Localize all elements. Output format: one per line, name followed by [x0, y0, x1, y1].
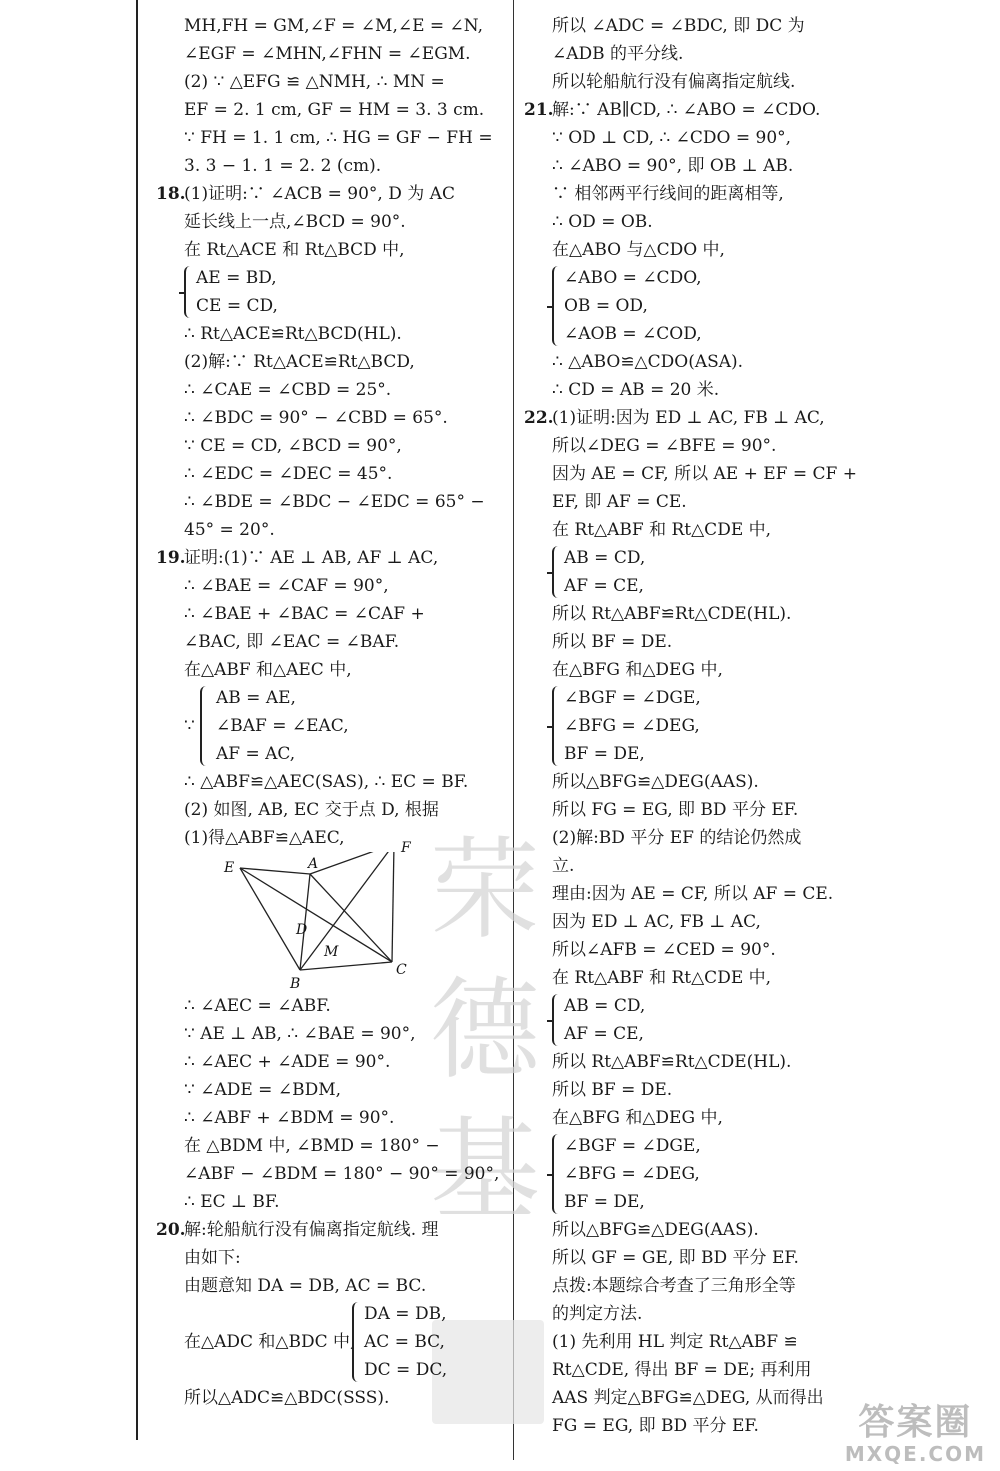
question-number: 19.	[156, 548, 186, 568]
text-line: 所以 FG = EG, 即 BD 平分 EF.	[552, 800, 799, 820]
question-number: 22.	[524, 408, 554, 428]
label-C: C	[396, 962, 407, 978]
text-line: ∴ Rt△ACE≌Rt△BCD(HL).	[184, 324, 402, 344]
text-line: ∴ △ABF≌△AEC(SAS), ∴ EC = BF.	[184, 772, 469, 792]
label-E: E	[224, 860, 235, 876]
text-line: 因为 ED ⊥ AC, FB ⊥ AC,	[552, 912, 761, 932]
triangle-diagram	[220, 852, 420, 992]
segment-AC	[310, 874, 392, 962]
text-line: 所以△BFG≌△DEG(AAS).	[552, 772, 759, 792]
text-line: 解:∵ AB∥CD, ∴ ∠ABO = ∠CDO.	[552, 100, 821, 120]
text-line: 所以轮船航行没有偏离指定航线.	[552, 72, 796, 92]
text-line: 45° = 20°.	[184, 520, 275, 540]
condition: ∠BAF = ∠EAC,	[216, 716, 349, 736]
equation-system	[524, 1132, 862, 1216]
left-brace	[352, 1302, 362, 1382]
logo-text: 答案圈	[858, 1402, 973, 1443]
question-21	[524, 96, 862, 404]
label-A: A	[308, 856, 319, 872]
text-line: 在 △BDM 中, ∠BMD = 180° −	[184, 1136, 440, 1156]
text-line: 所以 GF = GE, 即 BD 平分 EF.	[552, 1248, 799, 1268]
segment-AF	[310, 852, 394, 874]
condition: BF = DE,	[564, 1192, 645, 1212]
text-line: 在△BFG 和△DEG 中,	[552, 660, 723, 680]
text-line: 在△ABF 和△AEC 中,	[184, 660, 352, 680]
column-divider	[513, 0, 514, 1460]
label-M: M	[324, 944, 339, 960]
label-F: F	[401, 840, 411, 856]
condition: ∠BGF = ∠DGE,	[564, 688, 701, 708]
text-line: 因为 AE = CF, 所以 AE + EF = CF +	[552, 464, 857, 484]
equation-system	[156, 1300, 498, 1384]
text-line: ∴ EC ⊥ BF.	[184, 1192, 280, 1212]
text-line: 在 Rt△ACE 和 Rt△BCD 中,	[184, 240, 405, 260]
text-line: 立.	[552, 856, 575, 876]
q17-tail	[156, 12, 498, 180]
text-line: 在△ADC 和△BDC 中,	[184, 1332, 356, 1352]
text-line: ∴ ∠EDC = ∠DEC = 45°.	[184, 464, 393, 484]
text-line: ∵ 相邻两平行线间的距离相等,	[552, 184, 784, 204]
text-line: 所以 Rt△ABF≌Rt△CDE(HL).	[552, 1052, 792, 1072]
text-line: FG = EG, 即 BD 平分 EF.	[552, 1416, 759, 1436]
text-line: 所以 ∠ADC = ∠BDC, 即 DC 为	[552, 16, 805, 36]
label-B: B	[290, 976, 301, 992]
text-line: 所以 BF = DE.	[552, 1080, 673, 1100]
text-line: 所以△ADC≌△BDC(SSS).	[184, 1388, 390, 1408]
condition: ∠BFG = ∠DEG,	[564, 1164, 700, 1184]
left-brace	[552, 1134, 562, 1214]
text-line: ∴ ∠CAE = ∠CBD = 25°.	[184, 380, 392, 400]
condition: DA = DB,	[364, 1304, 447, 1324]
condition: CE = CD,	[196, 296, 278, 316]
text-line: ∠BAC, 即 ∠EAC = ∠BAF.	[184, 632, 400, 652]
left-brace	[552, 266, 562, 346]
condition: AF = AC,	[216, 744, 296, 764]
equation-system	[524, 684, 862, 768]
text-line: AAS 判定△BFG≌△DEG, 从而得出	[552, 1388, 824, 1408]
text-line: 由如下:	[184, 1248, 241, 1268]
text-line: Rt△CDE, 得出 BF = DE; 再利用	[552, 1360, 812, 1380]
text-line: 解:轮船航行没有偏离指定航线. 理	[184, 1220, 439, 1240]
text-line: ∴ CD = AB = 20 米.	[552, 380, 720, 400]
because-symbol: ∵	[184, 716, 195, 736]
condition: AF = CE,	[564, 576, 644, 596]
condition: AE = BD,	[196, 268, 277, 288]
label-D: D	[296, 922, 308, 938]
condition: ∠BGF = ∠DGE,	[564, 1136, 701, 1156]
text-line: 理由:因为 AE = CF, 所以 AF = CE.	[552, 884, 834, 904]
question-20	[156, 1216, 498, 1412]
left-column	[156, 12, 498, 1412]
condition: BF = DE,	[564, 744, 645, 764]
question-22	[524, 404, 862, 1440]
text-line: ∴ ∠BDC = 90° − ∠CBD = 65°.	[184, 408, 448, 428]
text-line: ∴ OD = OB.	[552, 212, 653, 232]
text-line: EF, 即 AF = CE.	[552, 492, 687, 512]
question-19	[156, 544, 498, 1216]
question-number: 18.	[156, 184, 186, 204]
text-line: 所以∠DEG = ∠BFE = 90°.	[552, 436, 777, 456]
condition: ∠ABO = ∠CDO,	[564, 268, 702, 288]
text-line: 证明:(1)∵ AE ⊥ AB, AF ⊥ AC,	[184, 548, 439, 568]
equation-system	[156, 264, 498, 320]
text-line: (1)证明:∵ ∠ACB = 90°, D 为 AC	[184, 184, 455, 204]
q20-tail	[524, 12, 862, 96]
question-18	[156, 180, 498, 544]
condition: AB = AE,	[216, 688, 296, 708]
text-line: ∠EGF = ∠MHN,∠FHN = ∠EGM.	[184, 44, 471, 64]
condition: AF = CE,	[564, 1024, 644, 1044]
question-number: 20.	[156, 1220, 186, 1240]
left-brace	[552, 994, 562, 1046]
text-line: ∴ ∠ABF + ∠BDM = 90°.	[184, 1108, 395, 1128]
watermark-text: 荣德基	[430, 826, 540, 1234]
text-line: ∠ABF − ∠BDM = 180° − 90° = 90°,	[184, 1164, 500, 1184]
text-line: (1) 先利用 HL 判定 Rt△ABF ≌	[552, 1332, 798, 1352]
text-line: 点拨:本题综合考查了三角形全等	[552, 1276, 796, 1296]
text-line: 所以∠AFB = ∠CED = 90°.	[552, 940, 776, 960]
condition: OB = OD,	[564, 296, 648, 316]
text-line: 所以△BFG≌△DEG(AAS).	[552, 1220, 759, 1240]
right-column	[524, 12, 862, 1440]
text-line: 3. 3 − 1. 1 = 2. 2 (cm).	[184, 156, 382, 176]
text-line: ∴ ∠BDE = ∠BDC − ∠EDC = 65° −	[184, 492, 485, 512]
text-line: 所以 BF = DE.	[552, 632, 673, 652]
site-logo	[845, 1403, 986, 1465]
segment-EB	[240, 868, 300, 970]
left-brace	[552, 546, 562, 598]
logo-url: MXQE.COM	[844, 1442, 986, 1466]
text-line: 在 Rt△ABF 和 Rt△CDE 中,	[552, 520, 772, 540]
text-line: ∵ OD ⊥ CD, ∴ ∠CDO = 90°,	[552, 128, 792, 148]
text-line: ∠ADB 的平分线.	[552, 44, 684, 64]
text-line: (2) ∵ △EFG ≌ △NMH, ∴ MN =	[184, 72, 445, 92]
segment-EA	[240, 868, 310, 874]
text-line: (1)证明:因为 ED ⊥ AC, FB ⊥ AC,	[552, 408, 825, 428]
text-line: (2) 如图, AB, EC 交于点 D, 根据	[184, 800, 439, 820]
text-line: ∵ AE ⊥ AB, ∴ ∠BAE = 90°,	[184, 1024, 416, 1044]
text-line: MH,FH = GM,∠F = ∠M,∠E = ∠N,	[184, 16, 483, 36]
condition: ∠BFG = ∠DEG,	[564, 716, 700, 736]
text-line: 在 Rt△ABF 和 Rt△CDE 中,	[552, 968, 772, 988]
text-line: ∵ CE = CD, ∠BCD = 90°,	[184, 436, 402, 456]
equation-system	[524, 992, 862, 1048]
text-line: (1)得△ABF≌△AEC,	[184, 828, 345, 848]
text-line: (2)解:∵ Rt△ACE≌Rt△BCD,	[184, 352, 415, 372]
text-line: ∵ FH = 1. 1 cm, ∴ HG = GF − FH =	[184, 128, 493, 148]
text-line: ∴ ∠BAE + ∠BAC = ∠CAF +	[184, 604, 425, 624]
geometry-figure	[156, 840, 498, 992]
segment-BC	[300, 962, 392, 970]
segment-FC	[392, 852, 394, 962]
condition: DC = DC,	[364, 1360, 448, 1380]
text-line: ∴ △ABO≌△CDO(ASA).	[552, 352, 744, 372]
text-line: ∴ ∠ABO = 90°, 即 OB ⊥ AB.	[552, 156, 794, 176]
text-line: 在△BFG 和△DEG 中,	[552, 1108, 723, 1128]
text-line: 所以 Rt△ABF≌Rt△CDE(HL).	[552, 604, 792, 624]
text-line: EF = 2. 1 cm, GF = HM = 3. 3 cm.	[184, 100, 485, 120]
text-line: ∴ ∠BAE = ∠CAF = 90°,	[184, 576, 389, 596]
equation-system	[524, 544, 862, 600]
condition: AB = CD,	[564, 548, 646, 568]
text-line: ∴ ∠AEC = ∠ABF.	[184, 996, 331, 1016]
left-margin-rule	[136, 0, 138, 1440]
text-line: 的判定方法.	[552, 1304, 643, 1324]
left-brace	[552, 686, 562, 766]
left-brace	[184, 266, 194, 318]
condition: ∠AOB = ∠COD,	[564, 324, 702, 344]
equation-system	[156, 684, 498, 768]
condition: AC = BC,	[364, 1332, 445, 1352]
text-line: 由题意知 DA = DB, AC = BC.	[184, 1276, 427, 1296]
text-line: ∵ ∠ADE = ∠BDM,	[184, 1080, 342, 1100]
text-line: ∴ ∠AEC + ∠ADE = 90°.	[184, 1052, 391, 1072]
text-line: 延长线上一点,∠BCD = 90°.	[184, 212, 406, 232]
condition: AB = CD,	[564, 996, 646, 1016]
equation-system	[524, 264, 862, 348]
text-line: 在△ABO 与△CDO 中,	[552, 240, 725, 260]
question-number: 21.	[524, 100, 554, 120]
text-line: (2)解:BD 平分 EF 的结论仍然成	[552, 828, 802, 848]
left-brace	[200, 686, 210, 766]
